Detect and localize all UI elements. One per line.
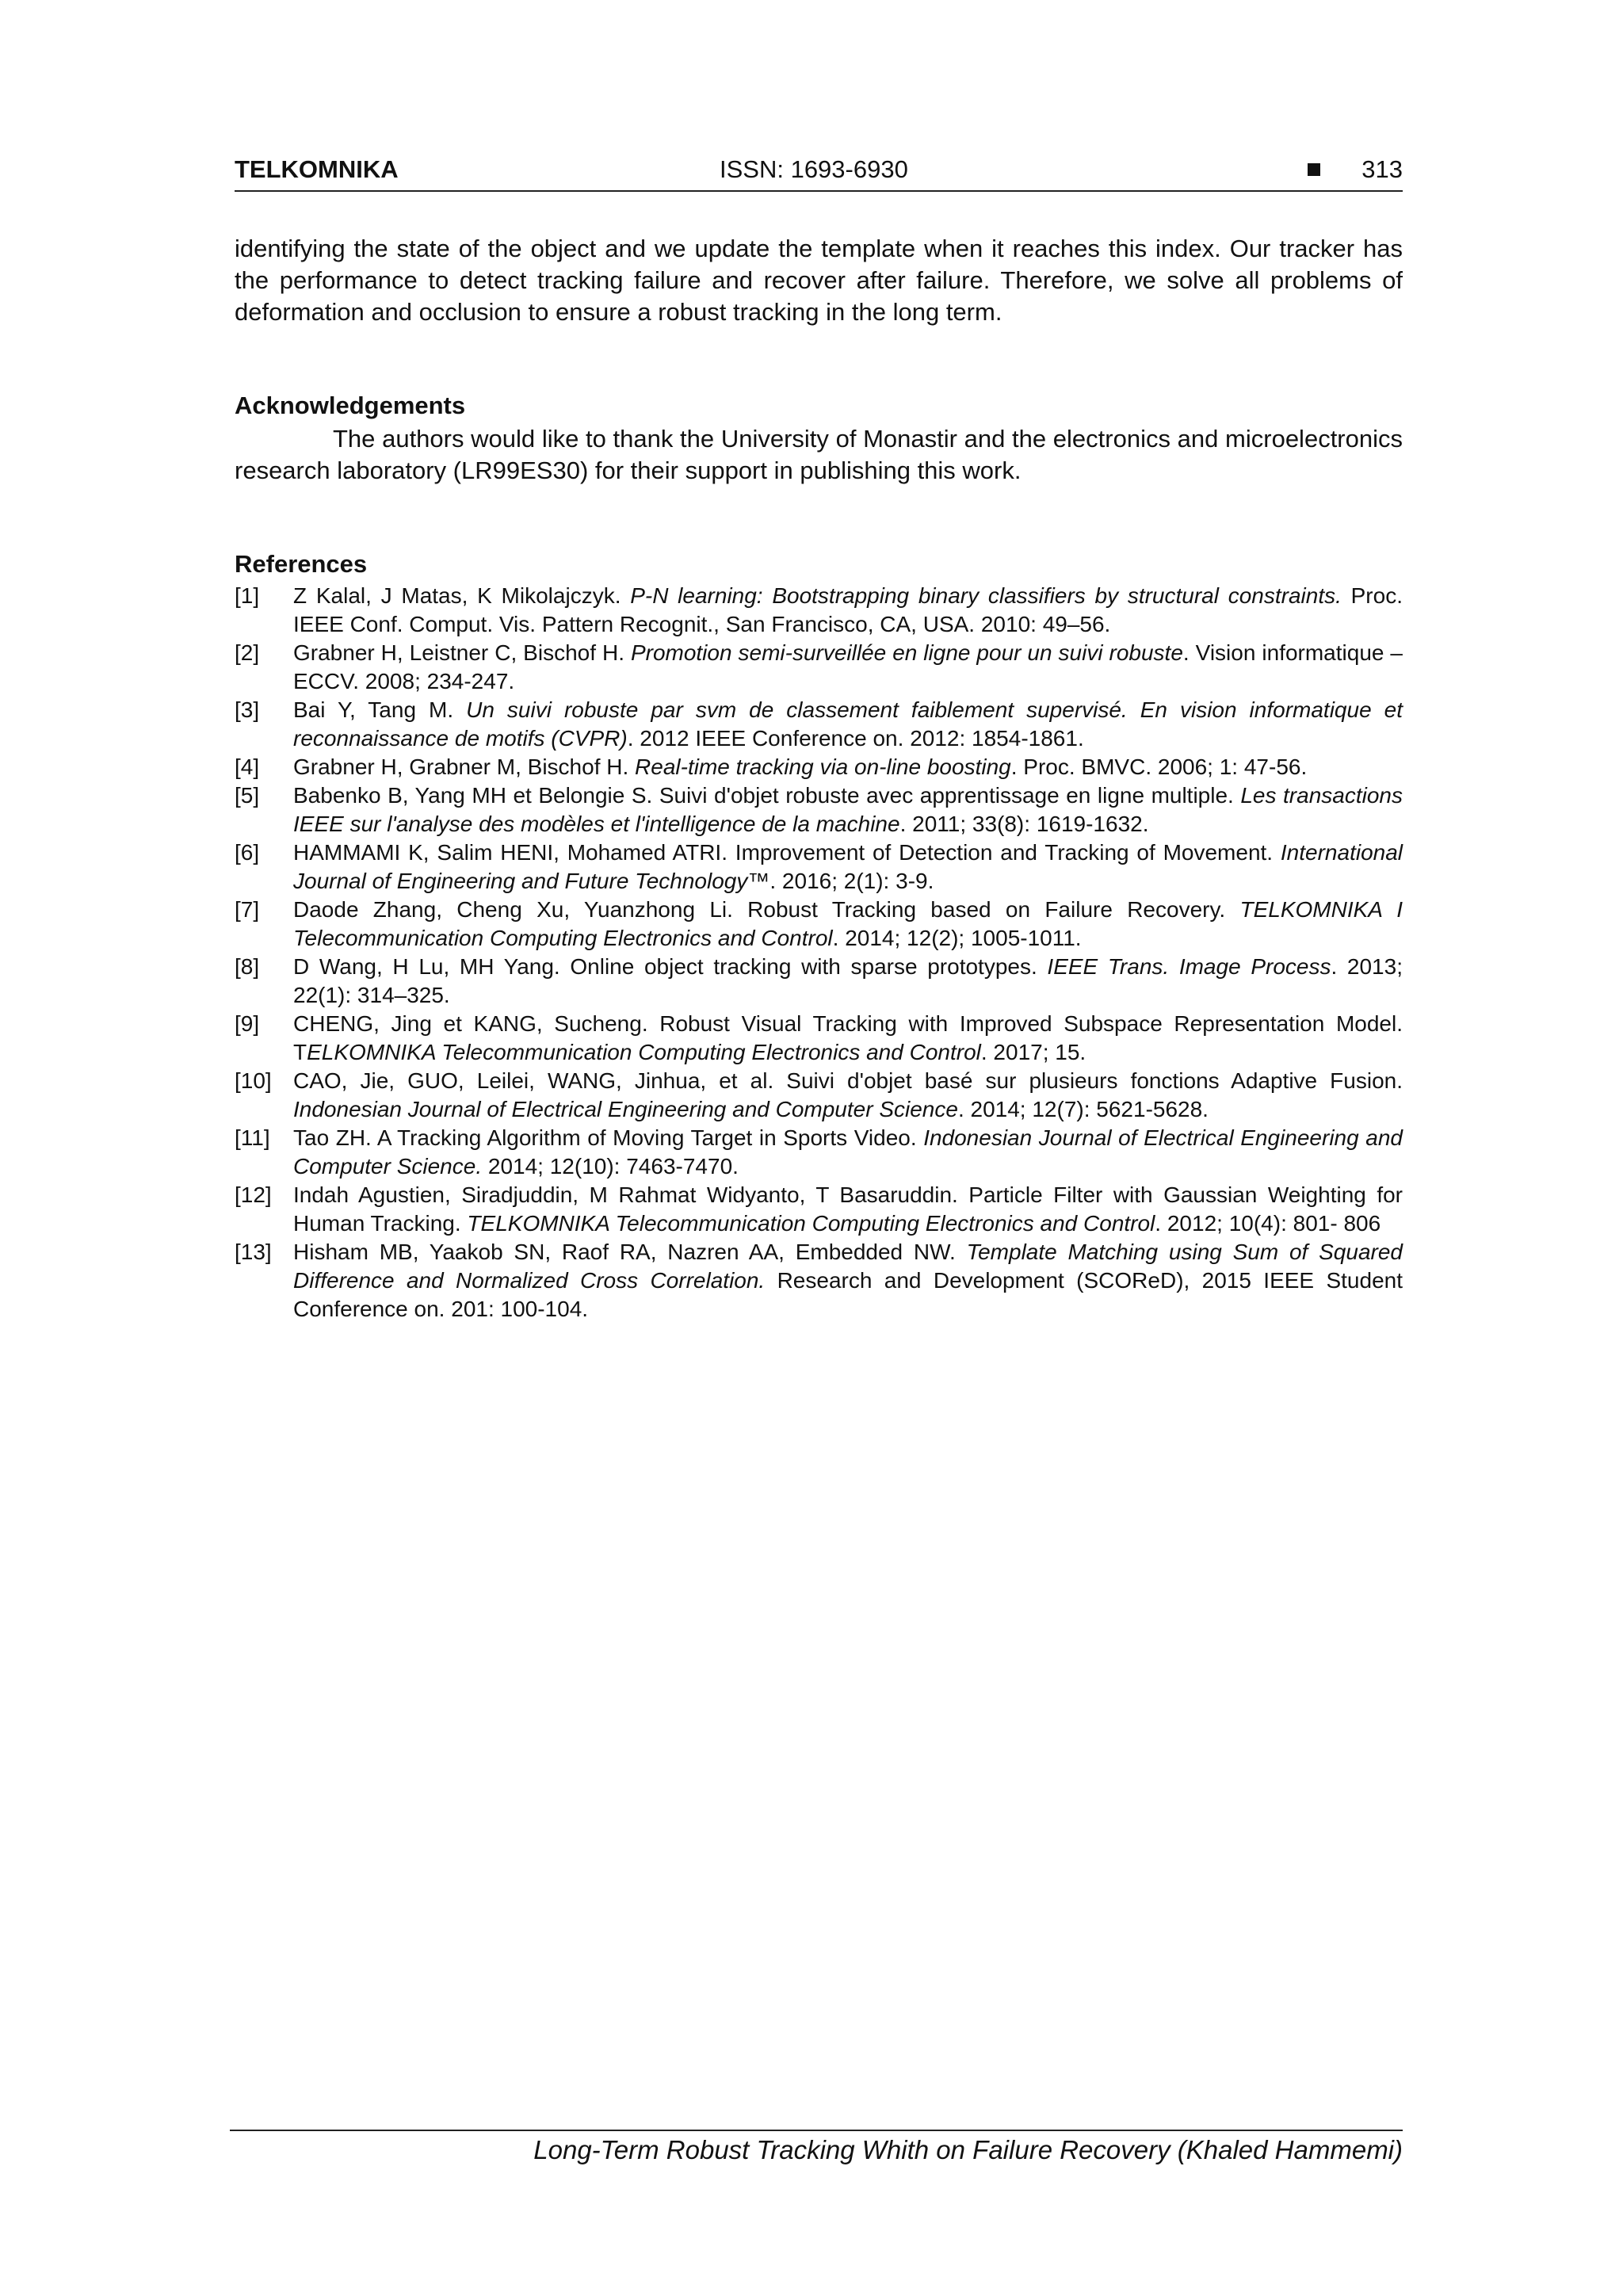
reference-number: [4]: [235, 755, 260, 779]
reference-details: . 2013; 22(1): 314–325.: [293, 954, 1403, 1007]
reference-item: [235, 1124, 1403, 1181]
reference-item: [235, 781, 1403, 839]
body-paragraph: identifying the state of the object and we update the template when it reaches this index. Our tracker has the performance to detect tracking failure and recover after failure. Therefore, we solve all problems of deformation and occlusion to ensure a robust tracking in the long term.: [235, 235, 1403, 326]
reference-title-italic: Indonesian Journal of Electrical Engineering and Computer Science: [293, 1097, 958, 1121]
reference-authors: Grabner H, Grabner M, Bischof H.: [293, 755, 636, 779]
reference-authors: Grabner H, Leistner C, Bischof H.: [293, 640, 631, 665]
acknowledgements-heading: Acknowledgements: [235, 392, 466, 419]
reference-title-italic: International Journal of Engineering and Future Technology™: [293, 840, 1403, 893]
reference-item: [235, 1067, 1403, 1124]
reference-item: [235, 753, 1403, 781]
reference-text: [293, 1124, 1403, 1181]
reference-number: [13]: [235, 1240, 272, 1264]
reference-authors: Z Kalal, J Matas, K Mikolajczyk.: [293, 583, 631, 608]
page-header: [235, 155, 1403, 192]
reference-authors: D Wang, H Lu, MH Yang. Online object tracking with sparse prototypes.: [293, 954, 1048, 979]
reference-text: [293, 639, 1403, 696]
reference-details: . 2012; 10(4): 801- 806: [1155, 1211, 1381, 1236]
reference-text: [293, 696, 1403, 753]
reference-title-italic: Template Matching using Sum of Squared Difference and Normalized Cross Correlation.: [293, 1240, 1403, 1293]
reference-authors: CAO, Jie, GUO, Leilei, WANG, Jinhua, et al. Suivi d'objet basé sur plusieurs fonctions Adaptive Fusion.: [293, 1068, 1403, 1093]
reference-number: [12]: [235, 1182, 272, 1207]
reference-authors: Tao ZH. A Tracking Algorithm of Moving Target in Sports Video.: [293, 1125, 924, 1150]
reference-text: [293, 1010, 1403, 1067]
reference-authors: Babenko B, Yang MH et Belongie S. Suivi d'objet robuste avec apprentissage en ligne multiple.: [293, 783, 1241, 808]
reference-title-italic: ELKOMNIKA Telecommunication Computing Electronics and Control: [307, 1040, 981, 1064]
reference-details: Proc. IEEE Conf. Comput. Vis. Pattern Recognit., San Francisco, CA, USA. 2010: 49–56.: [293, 583, 1403, 636]
reference-item: [235, 696, 1403, 753]
reference-details: . 2011; 33(8): 1619-1632.: [899, 812, 1149, 836]
references-heading: References: [235, 550, 368, 578]
reference-number: [11]: [235, 1125, 270, 1150]
reference-number: [2]: [235, 640, 260, 665]
reference-number: [5]: [235, 783, 260, 808]
reference-authors: HAMMAMI K, Salim HENI, Mohamed ATRI. Improvement of Detection and Tracking of Movement.: [293, 840, 1281, 865]
reference-item: [235, 1238, 1403, 1324]
reference-title-italic: Real-time tracking via on-line boosting: [635, 755, 1011, 779]
reference-authors: Daode Zhang, Cheng Xu, Yuanzhong Li. Robust Tracking based on Failure Recovery.: [293, 897, 1240, 922]
square-bullet-icon: [1308, 163, 1320, 176]
reference-details: . Proc. BMVC. 2006; 1: 47-56.: [1010, 755, 1308, 779]
reference-text: [293, 781, 1403, 839]
reference-title-italic: Indonesian Journal of Electrical Engineering and Computer Science.: [293, 1125, 1403, 1179]
reference-item: [235, 896, 1403, 953]
reference-details: 2014; 12(10): 7463-7470.: [482, 1154, 739, 1179]
acknowledgements-text: The authors would like to thank the University of Monastir and the electronics and microelectronics research laboratory (LR99ES30) for their support in publishing this work.: [235, 425, 1403, 484]
reference-title-italic: TELKOMNIKA Telecommunication Computing Electronics and Control: [467, 1211, 1155, 1236]
reference-item: [235, 1181, 1403, 1238]
reference-number: [7]: [235, 897, 260, 922]
reference-text: [293, 896, 1403, 953]
page-number: 313: [1361, 155, 1403, 183]
reference-title-italic: Les transactions IEEE sur l'analyse des modèles et l'intelligence de la machine: [293, 783, 1403, 836]
reference-number: [3]: [235, 697, 260, 722]
reference-text: [293, 1238, 1403, 1324]
reference-details: . 2012 IEEE Conference on. 2012: 1854-1861.: [627, 726, 1084, 751]
reference-text: [293, 1181, 1403, 1238]
reference-item: [235, 639, 1403, 696]
reference-item: [235, 953, 1403, 1010]
reference-number: [1]: [235, 583, 260, 608]
reference-list: [235, 582, 1403, 1324]
reference-number: [10]: [235, 1068, 272, 1093]
reference-authors: Hisham MB, Yaakob SN, Raof RA, Nazren AA, Embedded NW.: [293, 1240, 967, 1264]
issn: ISSN: 1693-6930: [720, 155, 908, 183]
reference-details: . 2014; 12(2); 1005-1011.: [832, 926, 1082, 950]
journal-name: TELKOMNIKA: [235, 155, 399, 183]
reference-text: [293, 582, 1403, 639]
reference-details: Research and Development (SCOReD), 2015 IEEE Student Conference on. 201: 100-104.: [293, 1268, 1403, 1321]
reference-details: . Vision informatique – ECCV. 2008; 234-247.: [293, 640, 1403, 693]
footer-rule: [230, 2130, 1403, 2131]
running-footer: Long-Term Robust Tracking Whith on Failure Recovery (Khaled Hammemi): [533, 2135, 1403, 2164]
reference-authors: Bai Y, Tang M.: [293, 697, 467, 722]
reference-details: . 2016; 2(1): 3-9.: [769, 869, 934, 893]
reference-number: [9]: [235, 1011, 260, 1036]
reference-text: [293, 1067, 1403, 1124]
reference-number: [6]: [235, 840, 260, 865]
reference-title-italic: TELKOMNIKA I Telecommunication Computing Electronics and Control: [293, 897, 1403, 950]
reference-title-italic: IEEE Trans. Image Process: [1047, 954, 1331, 979]
reference-text: [293, 953, 1403, 1010]
reference-details: . 2017; 15.: [980, 1040, 1086, 1064]
reference-number: [8]: [235, 954, 260, 979]
reference-details: . 2014; 12(7): 5621-5628.: [957, 1097, 1209, 1121]
reference-text: [293, 753, 1403, 781]
reference-title-italic: P-N learning: Bootstrapping binary classifiers by structural constraints.: [630, 583, 1342, 608]
reference-item: [235, 1010, 1403, 1067]
reference-authors: CHENG, Jing et KANG, Sucheng. Robust Visual Tracking with Improved Subspace Representation Model. T: [293, 1011, 1403, 1064]
reference-title-italic: Un suivi robuste par svm de classement faiblement supervisé. En vision informatique et reconnaissance de motifs (CVPR): [293, 697, 1403, 751]
reference-title-italic: Promotion semi-surveillée en ligne pour un suivi robuste: [630, 640, 1183, 665]
reference-authors: Indah Agustien, Siradjuddin, M Rahmat Widyanto, T Basaruddin. Particle Filter with Gaussian Weighting for Human Tracking.: [293, 1182, 1403, 1236]
reference-item: [235, 582, 1403, 639]
reference-item: [235, 839, 1403, 896]
reference-text: [293, 839, 1403, 896]
